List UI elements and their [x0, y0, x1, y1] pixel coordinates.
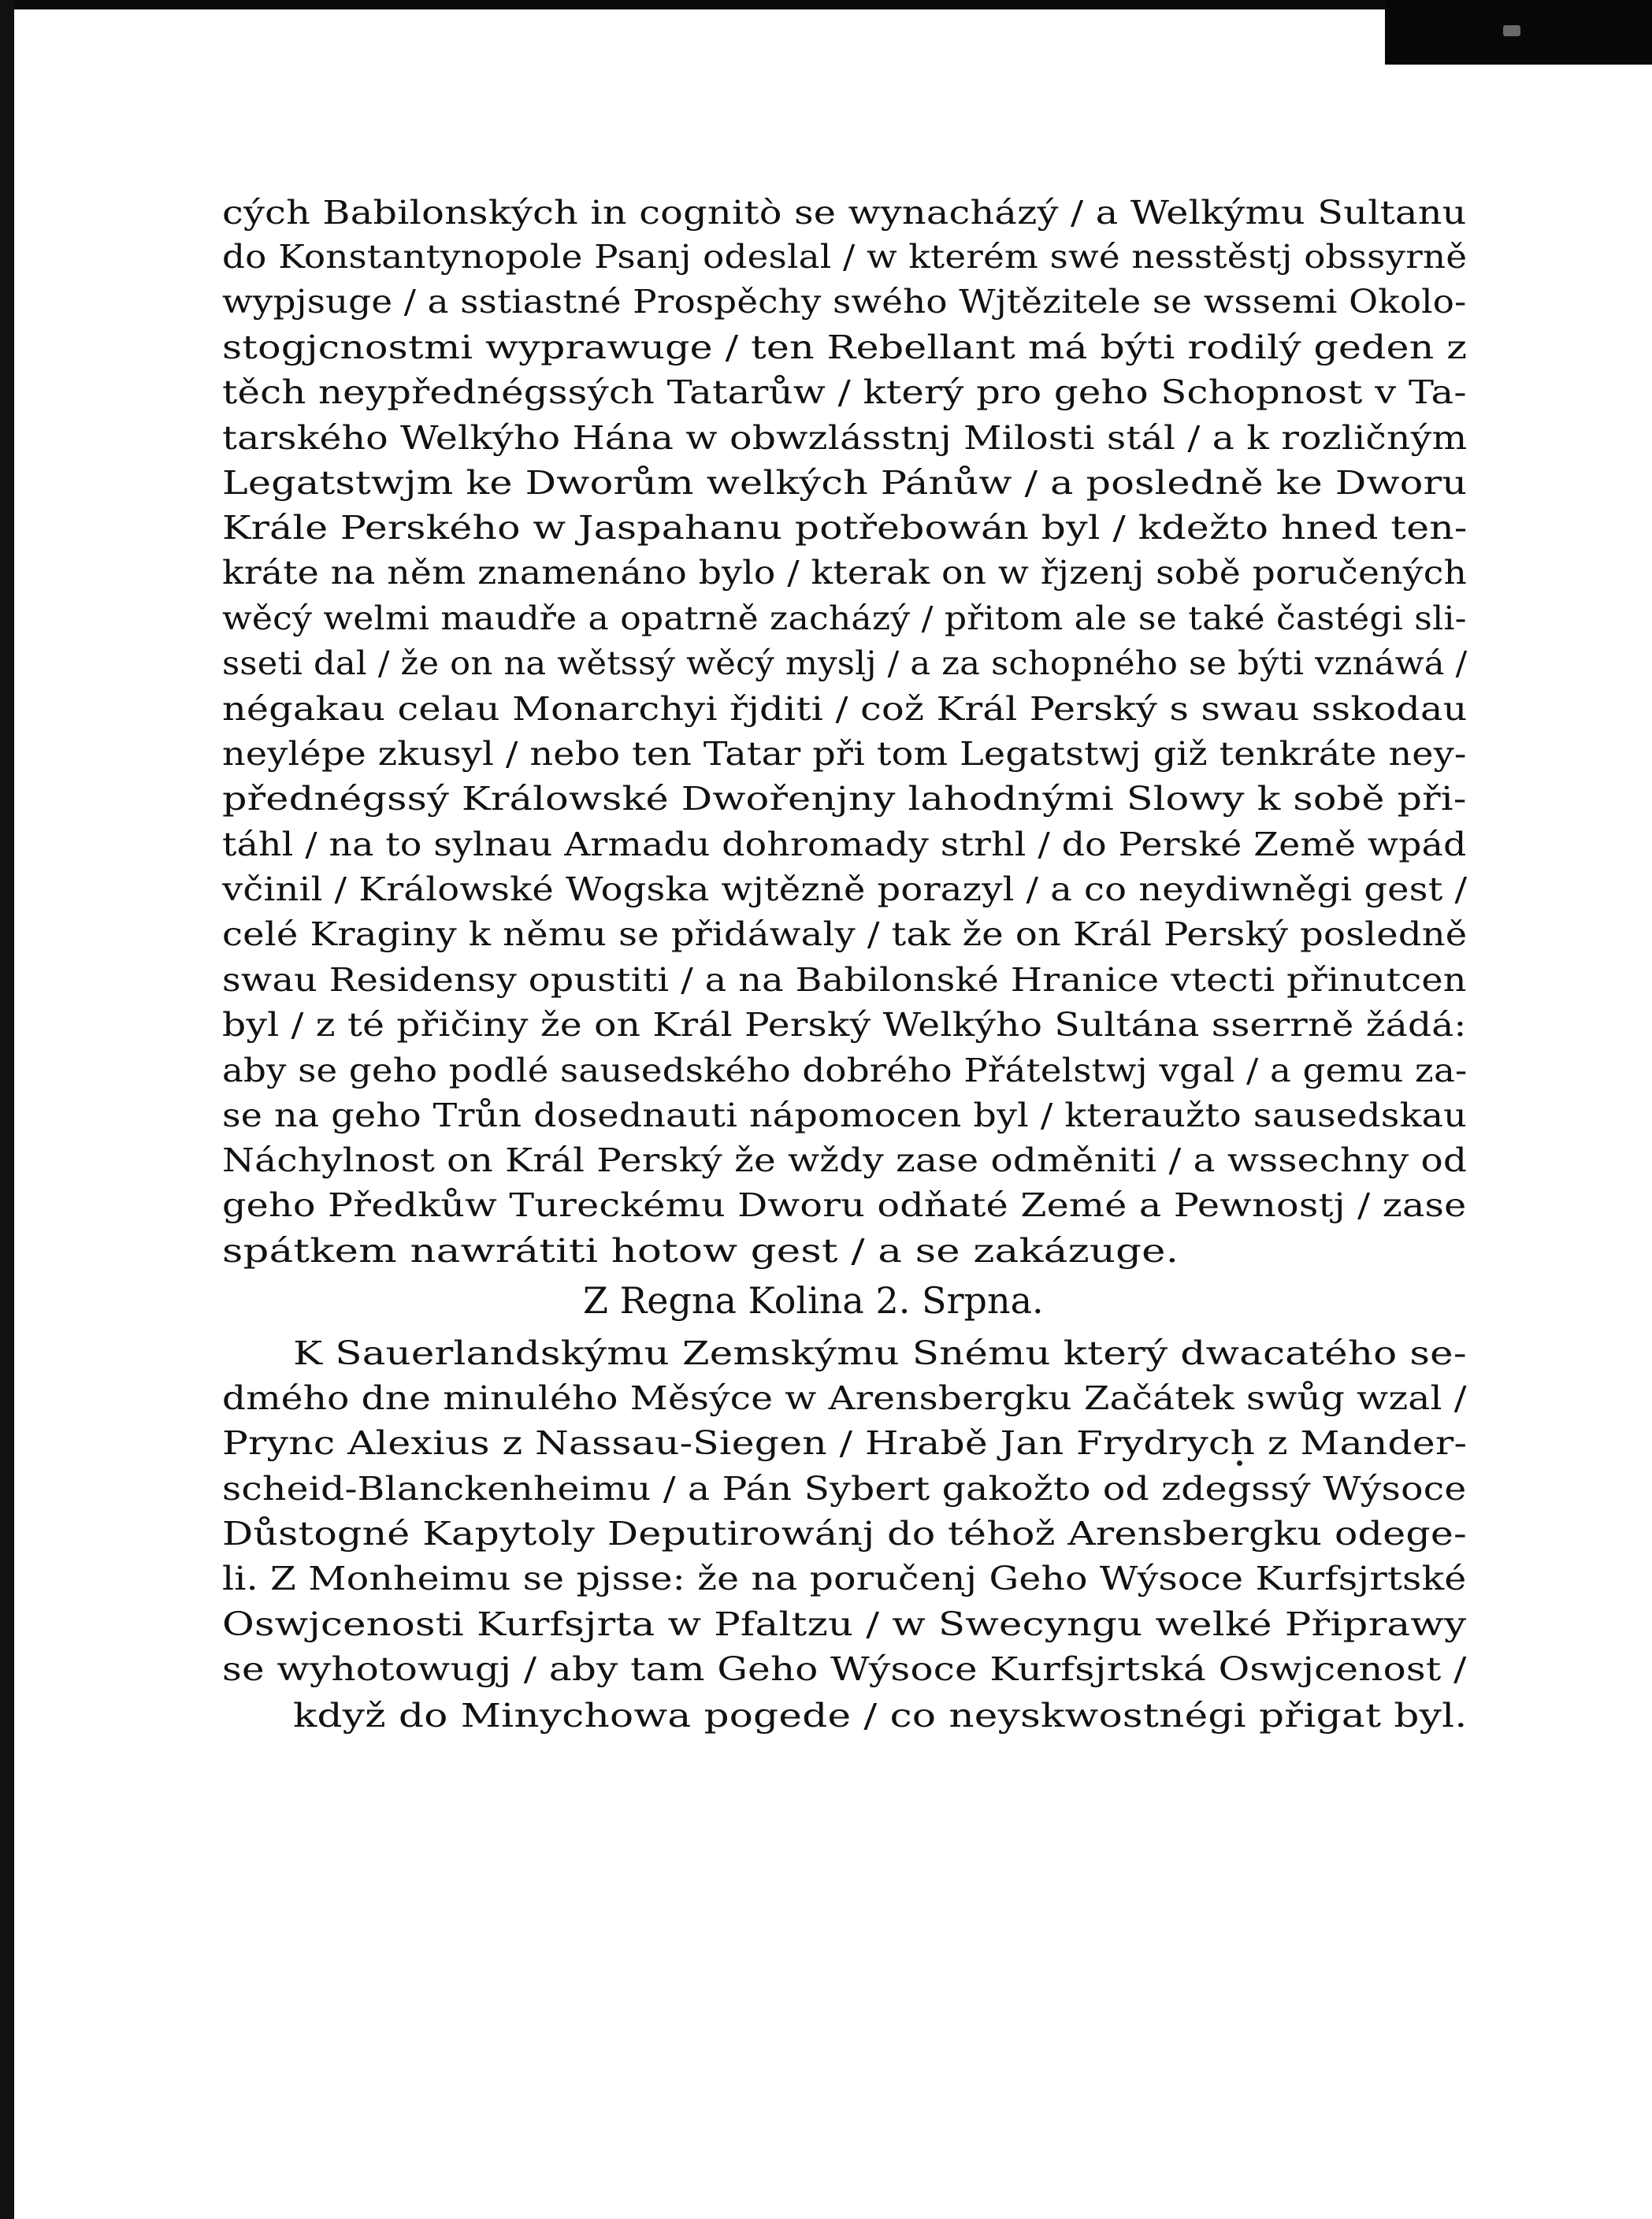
text-line: se wyhotowugj / aby tam Geho Wýsoce Kurfsjrtská Oswjcenost / [222, 1650, 1467, 1688]
text-line: neylépe zkusyl / nebo ten Tatar při tom Legatstwj giž tenkráte ney- [222, 735, 1467, 773]
text-line: K Sauerlandskýmu Zemskýmu Snému který dwacatého se- [293, 1334, 1467, 1372]
text-line: Krále Perského w Jaspahanu potřebowán byl / kdežto hned ten- [222, 509, 1468, 547]
text-line: cých Babilonských in cognitò se wynacházý / a Welkýmu Sultanu [222, 194, 1467, 232]
text-line: těch neypřednégssých Tatarůw / který pro geho Schopnost v Ta- [222, 373, 1467, 411]
text-line: Důstogné Kapytoly Deputirowánj do téhož Arensbergku odege- [222, 1515, 1467, 1553]
text-line: swau Residensy opustiti / a na Babilonské Hranice vtecti přinutcen [222, 961, 1467, 999]
text-line: když do Minychowa pogede / co neyskwostnégi přigat byl. [293, 1697, 1468, 1735]
text-line: tarského Welkýho Hána w obwzlásstnj Milosti stál / a k rozličným [222, 419, 1468, 457]
text-line: Oswjcenosti Kurfsjrta w Pfaltzu / w Swecyngu welké Připrawy [222, 1605, 1467, 1643]
text-line: Prync Alexius z Nassau-Siegen / Hrabě Jan Frydrych z Mander- [222, 1424, 1468, 1462]
text-line: dmého dne minulého Měsýce w Arensbergku Začátek swůg wzal / [222, 1379, 1467, 1417]
text-line: aby se geho podlé sausedského dobrého Přátelstwj vgal / a gemu za- [222, 1052, 1468, 1089]
text-line: négakau celau Monarchyi řjditi / což Král Perský s swau sskodau [222, 690, 1468, 728]
text-line: scheid-Blanckenheimu / a Pán Sybert gakožto od zdegssý Wýsoce [222, 1470, 1467, 1508]
text-line: kráte na něm znamenáno bylo / kterak on w řjzenj sobě poručených [222, 554, 1468, 592]
text-line: celé Kraginy k němu se přidáwaly / tak že on Král Perský posledně [222, 915, 1468, 953]
text-line: táhl / na to sylnau Armadu dohromady strhl / do Perské Země wpád [222, 826, 1467, 863]
text-line: do Konstantynopole Psanj odeslal / w kterém swé nesstěstj obssyrně [222, 238, 1468, 276]
text-line: stogjcnostmi wyprawuge / ten Rebellant má býti rodilý geden z [222, 328, 1468, 366]
text-line: li. Z Monheimu se pjsse: že na poručenj Geho Wýsoce Kurfsjrtské [222, 1560, 1467, 1597]
text-line: Legatstwjm ke Dworům welkých Pánůw / a posledně ke Dworu [222, 464, 1468, 502]
text-line: Náchylnost on Král Perský že wždy zase odměniti / a wssechny od [222, 1141, 1468, 1179]
text-line: wěcý welmi maudře a opatrně zacházý / přitom ale se také častégi sli- [222, 599, 1467, 637]
text-line: geho Předkůw Tureckému Dworu odňaté Zemé a Pewnostj / zase [222, 1186, 1467, 1224]
section-heading: Z Regna Kolina 2. Srpna. [583, 1279, 1044, 1322]
text-line: sseti dal / že on na wětssý wěcý myslj / a za schopného se býti vznáwá / [222, 644, 1468, 682]
text-line: wypjsuge / a sstiastné Prospěchy swého Wjtězitele se wssemi Okolo- [222, 283, 1467, 321]
text-line: se na geho Trůn dosednauti nápomocen byl / kteraužto sausedskau [222, 1097, 1468, 1134]
text-line: přednégssý Králowské Dwořenjny lahodnými Slowy k sobě při- [222, 780, 1467, 818]
text-line: byl / z té přičiny že on Král Perský Welkýho Sultána sserrně žádá: [222, 1006, 1467, 1044]
text-line: spátkem nawrátiti hotow gest / a se zakázuge. [222, 1232, 1179, 1270]
text-line: včinil / Králowské Wogska wjtězně porazyl / a co neydiwněgi gest / [222, 870, 1468, 908]
